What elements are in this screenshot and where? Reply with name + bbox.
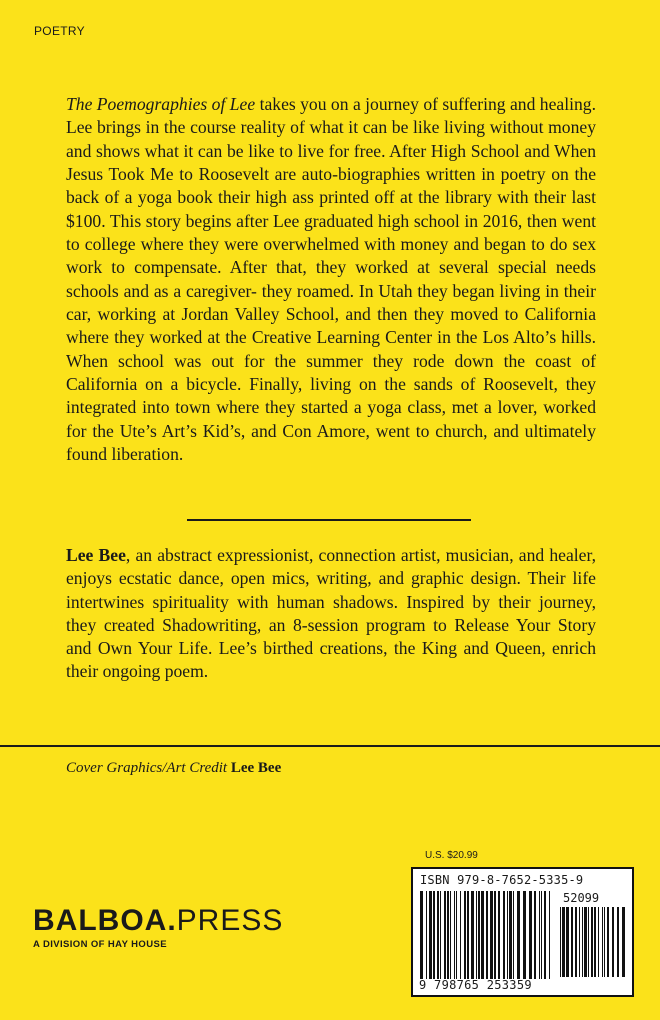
blurb-text: takes you on a journey of suffering and healing. Lee brings in the course reality of what it can be like living without money and shows what it can be like to live for free. After High School and When Jesus Took Me to Roosevelt are auto-biographies written in poetry on the back of a yoga book their high ass printed off at the library with their last $100. This story begins after Lee graduated high school in 2016, then went to college where they were overwhelmed with money and began to do sex work to compensate. After that, they worked at several special needs schools and as a caregiver- they roamed. In Utah they began living in their car, working at Jordan Valley School, and then they moved to California where they worked at the Creative Learning Center in the Los Alto’s hills. When school was out for the summer they rode down the coast of California on a bicycle. Finally, living on the sands of Roosevelt, they integrated into town where they started a yoga class, met a lover, worked for the Ute’s Art’s Kid’s, and Con Amore, went to church, and ultimately found liberation. bbox=[66, 94, 596, 465]
genre-label: POETRY bbox=[34, 24, 85, 38]
publisher-logo bbox=[33, 904, 283, 950]
section-divider bbox=[187, 519, 471, 521]
barcode-bar bbox=[562, 907, 565, 977]
barcode-bar bbox=[612, 907, 614, 977]
isbn-barcode bbox=[411, 867, 634, 997]
barcode-bar bbox=[513, 891, 514, 979]
ean-barcode-bars bbox=[419, 891, 555, 979]
barcode-bar bbox=[622, 907, 625, 977]
publisher-dot: . bbox=[167, 904, 177, 937]
barcode-bar bbox=[582, 907, 583, 977]
bio-text: , an abstract expressionist, connection artist, musician, and healer, enjoys ecstatic dance, open mics, writing, and graphic design. Their life intertwines spirituality with human shadows. Inspired by their journey, they created Shadowriting, an 8-session program to Release Your Story and Own Your Life. Lee’s birthed creations, the King and Queen, enrich their ongoing poem. bbox=[66, 545, 596, 682]
barcode-bar bbox=[486, 891, 488, 979]
barcode-bar bbox=[454, 891, 455, 979]
barcode-bar bbox=[584, 907, 587, 977]
barcode-bar bbox=[549, 891, 550, 979]
barcode-bar bbox=[471, 891, 474, 979]
barcode-bar bbox=[444, 891, 446, 979]
book-title: The Poemographies of Lee bbox=[66, 94, 256, 114]
credit-name: Lee Bee bbox=[230, 760, 282, 776]
barcode-bar bbox=[534, 891, 536, 979]
barcode-bar bbox=[426, 891, 427, 979]
barcode-bar bbox=[541, 891, 542, 979]
publisher-subtitle: A DIVISION OF HAY HOUSE bbox=[33, 939, 167, 950]
barcode-bar bbox=[494, 891, 496, 979]
barcode-bar bbox=[456, 891, 457, 979]
barcode-bar bbox=[604, 907, 605, 977]
barcode-bar bbox=[481, 891, 484, 979]
book-blurb bbox=[66, 93, 596, 467]
barcode-bar bbox=[507, 891, 508, 979]
barcode-bar bbox=[571, 907, 573, 977]
barcode-bar bbox=[433, 891, 435, 979]
barcode-bar bbox=[588, 907, 589, 977]
barcode-bar bbox=[523, 891, 526, 979]
barcode-bar bbox=[490, 891, 493, 979]
barcode-bar bbox=[498, 891, 500, 979]
barcode-bar bbox=[517, 891, 520, 979]
publisher-wordmark bbox=[33, 904, 283, 938]
barcode-bar bbox=[560, 907, 561, 977]
publisher-name-bold: BALBOA bbox=[33, 904, 168, 937]
barcode-bar bbox=[591, 907, 593, 977]
addon-number: 52099 bbox=[563, 891, 600, 905]
barcode-bar bbox=[503, 891, 505, 979]
barcode-bar bbox=[529, 891, 532, 979]
barcode-bar bbox=[440, 891, 441, 979]
barcode-bar bbox=[447, 891, 449, 979]
barcode-bar bbox=[429, 891, 432, 979]
author-bio bbox=[66, 544, 596, 684]
barcode-bar bbox=[607, 907, 609, 977]
barcode-bar bbox=[437, 891, 439, 979]
barcode-bar bbox=[602, 907, 603, 977]
barcode-bar bbox=[566, 907, 569, 977]
barcode-bar bbox=[464, 891, 466, 979]
barcode-bar bbox=[450, 891, 451, 979]
credit-label: Cover Graphics/Art Credit bbox=[66, 760, 228, 776]
isbn-number: ISBN 979-8-7652-5335-9 bbox=[420, 873, 584, 887]
barcode-bar bbox=[476, 891, 477, 979]
art-credit bbox=[66, 760, 281, 777]
publisher-name-regular: PRESS bbox=[176, 904, 284, 937]
barcode-bar bbox=[544, 891, 546, 979]
barcode-bar bbox=[598, 907, 599, 977]
barcode-bar bbox=[579, 907, 580, 977]
author-name: Lee Bee bbox=[66, 545, 126, 565]
addon-barcode-bars bbox=[559, 907, 627, 977]
barcode-bar bbox=[467, 891, 469, 979]
barcode-bar bbox=[478, 891, 480, 979]
barcode-bar bbox=[539, 891, 540, 979]
barcode-bar bbox=[420, 891, 423, 979]
barcode-bar bbox=[575, 907, 577, 977]
footer-divider bbox=[0, 745, 660, 747]
barcode-bar bbox=[594, 907, 596, 977]
barcode-digits: 9 798765 253359 bbox=[419, 978, 532, 992]
barcode-bar bbox=[509, 891, 512, 979]
barcode-bar bbox=[617, 907, 619, 977]
price-label: U.S. $20.99 bbox=[425, 850, 478, 861]
barcode-bar bbox=[460, 891, 461, 979]
